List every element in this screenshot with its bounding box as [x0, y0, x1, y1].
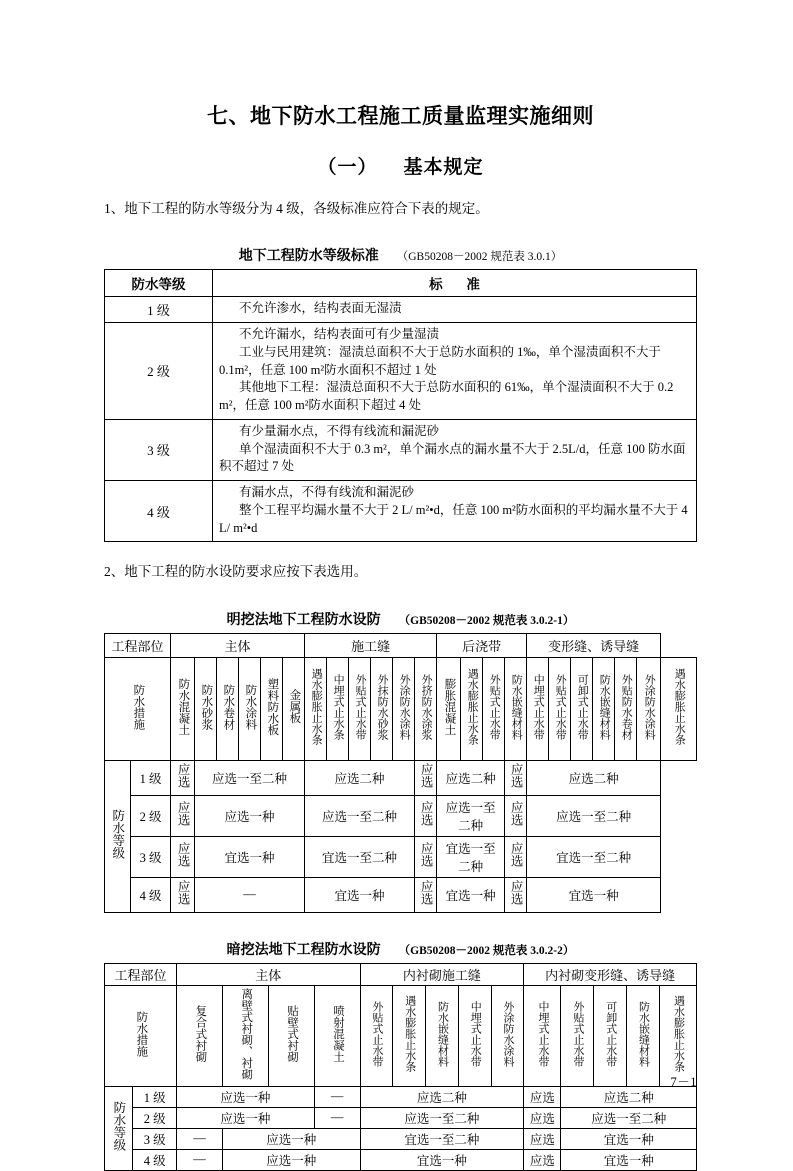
table1-caption-text: 地下工程防水等级标准: [238, 247, 379, 264]
data-cell: 宜选一至二种: [360, 1128, 524, 1149]
data-cell: 宜选一种: [360, 1149, 524, 1170]
data-cell: 应选: [524, 1128, 561, 1149]
column-header: 复合式衬砌: [177, 985, 223, 1086]
data-cell: 应选: [524, 1086, 561, 1107]
data-cell: 宜选一种: [195, 836, 305, 877]
column-header: 外涂防水涂料: [637, 657, 661, 760]
data-cell: —: [314, 1086, 360, 1107]
column-header: 外贴式止水带: [360, 985, 393, 1086]
data-cell: 应选: [171, 760, 195, 795]
column-header: 中埋式止水带: [458, 985, 491, 1086]
data-cell: 应选: [505, 877, 527, 912]
table3-standard-code: （GB50208－2002 规范表 3.0.2-2）: [398, 944, 575, 957]
data-cell: 应选一种: [177, 1086, 315, 1107]
group-header-post-cast-strip: 后浇带: [437, 633, 527, 657]
data-cell: 宜选一种: [527, 877, 661, 912]
column-header: 膨胀混凝土: [437, 657, 461, 760]
group-header-deformation-joint: 变形缝、诱导缝: [527, 633, 661, 657]
column-header: 防水嵌缝材料: [426, 985, 459, 1086]
data-cell: 应选一至二种: [561, 1107, 697, 1128]
standard-line: 整个工程平均漏水量不大于 2 L/ m²•d，任意 100 m²防水面积的平均漏水量不大于 4 L/ m²•d: [219, 502, 688, 535]
column-header: 防水卷材: [217, 657, 239, 760]
table2-caption-text: 明挖法地下工程防水设防: [226, 610, 381, 627]
data-cell: 应选二种: [360, 1086, 524, 1107]
grade-cell: 3 级: [133, 1128, 177, 1149]
standard-line: 有少量漏水点，不得有线流和漏泥砂: [239, 423, 440, 438]
grade-cell: 4 级: [131, 877, 171, 912]
data-cell: 应选二种: [561, 1086, 697, 1107]
grade-cell: 2 级: [105, 323, 213, 420]
standard-cell: [213, 297, 697, 323]
grade-cell: 3 级: [105, 419, 213, 480]
part-label: 工程部位: [105, 633, 171, 657]
column-header: 遇水膨胀止水条: [393, 985, 426, 1086]
data-cell: 应选二种: [527, 760, 661, 795]
table-row: [105, 481, 697, 542]
column-header: 贴壁式衬砌: [268, 985, 314, 1086]
column-header: 防水混凝土: [171, 657, 195, 760]
section-number: （一）: [317, 157, 378, 178]
data-cell: 应选: [415, 760, 437, 795]
table-open-cut-waterproofing: [104, 633, 697, 913]
data-cell: 宜选一至二种: [527, 836, 661, 877]
column-header: 防水砂浆: [195, 657, 217, 760]
table2-caption: [104, 609, 697, 629]
table-mined-waterproofing: [104, 963, 697, 1171]
data-cell: 应选一至二种: [195, 760, 305, 795]
page-number: 7－1: [670, 1075, 697, 1089]
table-row: [105, 1107, 697, 1128]
data-cell: 应选: [505, 760, 527, 795]
table-row: [105, 836, 697, 877]
table-row: [105, 297, 697, 323]
data-cell: —: [177, 1128, 223, 1149]
grade-cell: 3 级: [131, 836, 171, 877]
table-row: [105, 419, 697, 480]
measure-label: 防水措施: [105, 657, 171, 760]
standard-line: 单个湿渍面积不大于 0.3 m²，单个漏水点的漏水量不大于 2.5L/d，任意 100 防水面积不超过 7 处: [219, 441, 686, 474]
grade-cell: 1 级: [133, 1086, 177, 1107]
grade-cell: 4 级: [105, 481, 213, 542]
grade-cell: 1 级: [105, 297, 213, 323]
standard-line: 不允许渗水，结构表面无湿渍: [239, 301, 402, 316]
measure-label: 防水措施: [105, 985, 177, 1086]
group-header-main: 主体: [171, 633, 305, 657]
column-header: 可卸式止水带: [571, 657, 593, 760]
column-header: 外涂防水涂料: [491, 985, 524, 1086]
group-header-row: [105, 633, 697, 657]
column-header: 外贴式止水带: [561, 985, 594, 1086]
table-row: [105, 1128, 697, 1149]
data-cell: 宜选一种: [305, 877, 415, 912]
column-header: 防水嵌缝材料: [505, 657, 527, 760]
standard-cell: [213, 481, 697, 542]
standard-cell: [213, 419, 697, 480]
table-row: [105, 760, 697, 795]
paragraph-1: 1、地下工程的防水等级分为 4 级，各级标准应符合下表的规定。: [104, 201, 489, 216]
column-header: 金属板: [283, 657, 305, 760]
data-cell: 应选一种: [222, 1149, 360, 1170]
column-header: 外涂防水涂料: [393, 657, 415, 760]
table-row: [105, 1149, 697, 1170]
table-row: [105, 323, 697, 420]
data-cell: —: [314, 1107, 360, 1128]
grade-side-label: 防水等级: [105, 1086, 133, 1170]
data-cell: 应选: [415, 877, 437, 912]
grade-cell: 1 级: [131, 760, 171, 795]
data-cell: 应选: [505, 795, 527, 836]
column-header: 外贴式止水带: [549, 657, 571, 760]
standard-line: 不允许漏水，结构表面可有少量湿渍: [239, 327, 440, 341]
column-header: 防水涂料: [239, 657, 261, 760]
data-cell: 应选一种: [222, 1128, 360, 1149]
data-cell: 应选一至二种: [305, 795, 415, 836]
column-header: 离壁式衬砌、衬砌: [222, 985, 268, 1086]
standard-cell: [213, 323, 697, 420]
column-header: 防水嵌缝材料: [626, 985, 659, 1086]
column-header: 外挤防水涂浆: [415, 657, 437, 760]
data-cell: —: [177, 1149, 223, 1170]
table-row: [105, 795, 697, 836]
data-cell: 应选: [415, 836, 437, 877]
data-cell: 应选一至二种: [360, 1107, 524, 1128]
data-cell: —: [195, 877, 305, 912]
grade-cell: 2 级: [133, 1107, 177, 1128]
column-header: 外贴式止水带: [483, 657, 505, 760]
group-header-lining-joint: 内衬砌施工缝: [360, 963, 524, 985]
data-cell: 应选: [171, 877, 195, 912]
data-cell: 应选: [524, 1107, 561, 1128]
column-header: 遇水膨胀止水条: [461, 657, 483, 760]
data-cell: 应选: [505, 836, 527, 877]
standard-line: 有漏水点，不得有线流和漏泥砂: [239, 485, 415, 499]
col-header-grade: 防水等级: [105, 270, 213, 297]
table1-caption: [104, 245, 697, 265]
data-cell: 应选一种: [177, 1107, 315, 1128]
group-header-row: [105, 963, 697, 985]
data-cell: 宜选一种: [561, 1149, 697, 1170]
data-cell: 宜选一种: [561, 1128, 697, 1149]
part-label: 工程部位: [105, 963, 177, 985]
section-heading: [104, 152, 697, 179]
column-header: 喷射混凝土: [314, 985, 360, 1086]
column-header: 中埋式止水条: [327, 657, 349, 760]
table-row: [105, 877, 697, 912]
column-header: 外贴式止水带: [349, 657, 371, 760]
column-header: 遇水膨胀止水条: [659, 985, 696, 1086]
data-cell: 应选一至二种: [527, 795, 661, 836]
table-header-row: [105, 270, 697, 297]
data-cell: 应选: [171, 795, 195, 836]
table3-caption: [104, 939, 697, 959]
column-header: 遇水膨胀止水条: [305, 657, 327, 760]
column-header: 中埋式止水带: [524, 985, 561, 1086]
column-header: 防水嵌缝材料: [593, 657, 615, 760]
data-cell: 应选: [171, 836, 195, 877]
data-cell: 应选一至二种: [437, 795, 505, 836]
column-header: 外抹防水砂浆: [371, 657, 393, 760]
data-cell: 宜选一种: [437, 877, 505, 912]
data-cell: 宜选一至二种: [305, 836, 415, 877]
data-cell: 应选一种: [195, 795, 305, 836]
data-cell: 应选二种: [305, 760, 415, 795]
column-header-row: [105, 657, 697, 760]
group-header-main: 主体: [177, 963, 360, 985]
section-name: 基本规定: [403, 157, 484, 178]
table2-standard-code: （GB50208－2002 规范表 3.0.2-1）: [398, 614, 575, 627]
data-cell: 应选二种: [437, 760, 505, 795]
col-header-standard: 标 准: [213, 270, 697, 297]
column-header: 可卸式止水带: [594, 985, 627, 1086]
column-header: 中埋式止水带: [527, 657, 549, 760]
column-header: 塑料防水板: [261, 657, 283, 760]
column-header: 外贴防水卷材: [615, 657, 637, 760]
group-header-lining-deformation: 内衬砌变形缝、诱导缝: [524, 963, 697, 985]
grade-cell: 2 级: [131, 795, 171, 836]
page-title: 七、地下防水工程施工质量监理实施细则: [207, 105, 594, 128]
data-cell: 宜选一至二种: [437, 836, 505, 877]
group-header-construction-joint: 施工缝: [305, 633, 437, 657]
data-cell: 应选: [524, 1149, 561, 1170]
grade-cell: 4 级: [133, 1149, 177, 1170]
standard-line: 其他地下工程：湿渍总面积不大于总防水面积的 61‰，单个湿渍面积不大于 0.2 m²，任意 100 m²防水面积下超过 4 处: [219, 380, 674, 412]
data-cell: 应选: [415, 795, 437, 836]
table-row: [105, 1086, 697, 1107]
standard-line: 工业与民用建筑：湿渍总面积不大于总防水面积的 1‰，单个湿渍面积不大于 0.1m²，任意 100 m²防水面积不超过 1 处: [219, 344, 661, 377]
table3-caption-text: 暗挖法地下工程防水设防: [226, 940, 381, 957]
column-header-row: [105, 985, 697, 1086]
table-grade-standard: [104, 269, 697, 542]
grade-side-label: 防水等级: [105, 760, 131, 912]
column-header: 遇水膨胀止水条: [661, 657, 697, 760]
table1-standard-code: （GB50208－2002 规范表 3.0.1）: [396, 251, 563, 264]
paragraph-2: 2、地下工程的防水设防要求应按下表选用。: [104, 564, 368, 580]
